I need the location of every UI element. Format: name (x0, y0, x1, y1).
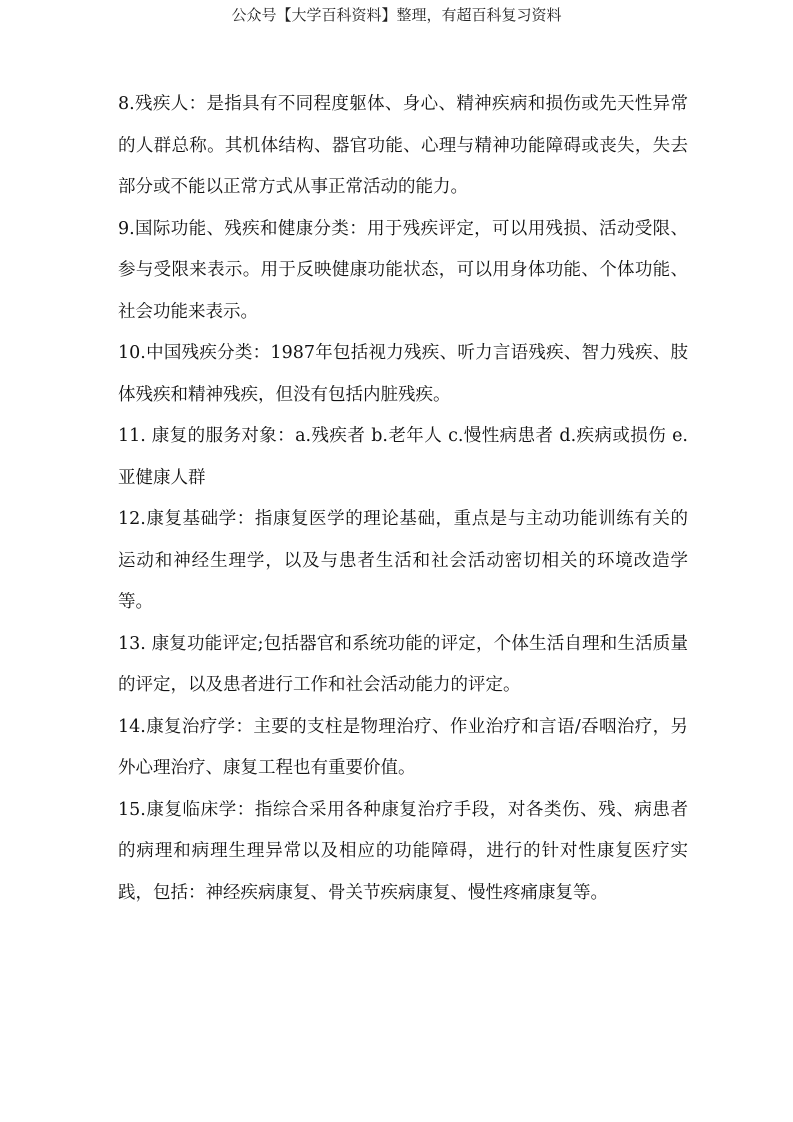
page-header: 公众号【大学百科资料】整理，有超百科复习资料 (231, 6, 562, 24)
document-body (118, 84, 688, 914)
entry-14: 14.康复治疗学：主要的支柱是物理治疗、作业治疗和言语/吞咽治疗，另外心理治疗、康复工程也有重要价值。 (118, 716, 688, 778)
entry-8: 8.残疾人：是指具有不同程度躯体、身心、精神疾病和损伤或先天性异常的人群总称。其机体结构、器官功能、心理与精神功能障碍或丧失，失去部分或不能以正常方式从事正常活动的能力。 (118, 94, 688, 197)
entry-12: 12.康复基础学：指康复医学的理论基础，重点是与主动功能训练有关的运动和神经生理学，以及与患者生活和社会活动密切相关的环境改造学等。 (118, 509, 688, 612)
entry-10: 10.中国残疾分类：1987年包括视力残疾、听力言语残疾、智力残疾、肢体残疾和精神残疾，但没有包括内脏残疾。 (118, 343, 688, 405)
entry-13: 13. 康复功能评定;包括器官和系统功能的评定，个体生活自理和生活质量的评定，以及患者进行工作和社会活动能力的评定。 (118, 633, 688, 695)
entry-9: 9.国际功能、残疾和健康分类：用于残疾评定，可以用残损、活动受限、参与受限来表示。用于反映健康功能状态，可以用身体功能、个体功能、社会功能来表示。 (118, 218, 688, 322)
entry-15: 15.康复临床学：指综合采用各种康复治疗手段，对各类伤、残、病患者的病理和病理生理异常以及相应的功能障碍，进行的针对性康复医疗实践，包括：神经疾病康复、骨关节疾病康复、慢性疼痛康复等。 (118, 799, 688, 903)
entry-11: 11. 康复的服务对象：a.残疾者 b.老年人 c.慢性病患者 d.疾病或损伤 e.亚健康人群 (118, 426, 688, 488)
